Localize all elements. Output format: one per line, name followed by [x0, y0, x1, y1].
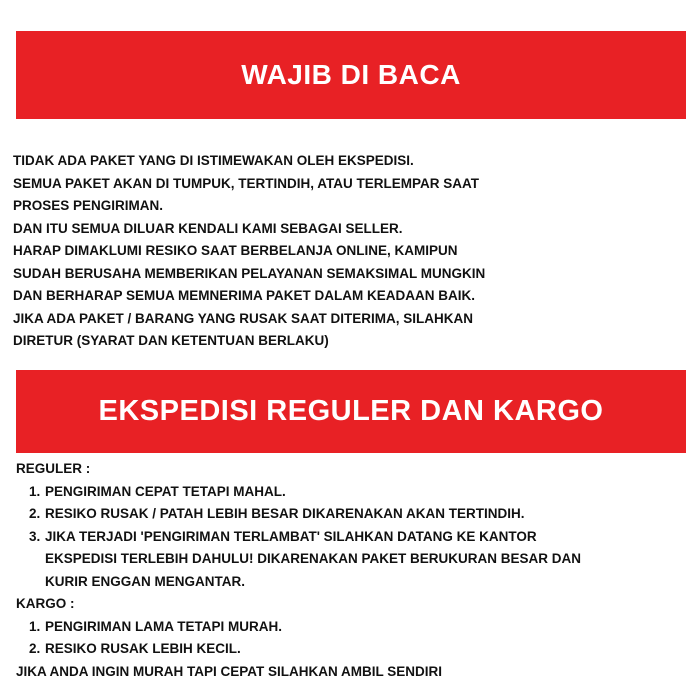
notice-line: DAN ITU SEMUA DILUAR KENDALI KAMI SEBAGAI SELLER. [13, 220, 403, 236]
notice-line: TIDAK ADA PAKET YANG DI ISTIMEWAKAN OLEH EKSPEDISI. [13, 153, 414, 168]
list-item [29, 503, 676, 526]
list-line: RESIKO RUSAK LEBIH KECIL. [45, 641, 241, 656]
banner-title: EKSPEDISI REGULER DAN KARGO [98, 395, 604, 427]
list-text [45, 616, 282, 639]
kargo-list [16, 616, 676, 661]
list-number: 1. [29, 483, 41, 499]
kargo-heading: KARGO : [16, 596, 75, 611]
list-text [45, 526, 581, 594]
list-line: PENGIRIMAN LAMA TETAPI MURAH. [45, 618, 282, 634]
notice-text-block [13, 150, 653, 353]
list-text [45, 481, 286, 504]
list-number: 1. [29, 618, 41, 634]
notice-line: DAN BERHARAP SEMUA MEMNERIMA PAKET DALAM KEADAAN BAIK. [13, 288, 475, 303]
list-number: 3. [29, 528, 41, 544]
reguler-list [16, 481, 676, 594]
notice-line: SEMUA PAKET AKAN DI TUMPUK, TERTINDIH, ATAU TERLEMPAR SAAT [13, 175, 479, 191]
footer-note: JIKA ANDA INGIN MURAH TAPI CEPAT SILAHKAN AMBIL SENDIRI [16, 663, 443, 679]
list-text [45, 638, 241, 661]
notice-line: SUDAH BERUSAHA MEMBERIKAN PELAYANAN SEMAKSIMAL MUNGKIN [13, 265, 486, 281]
list-line: EKSPEDISI TERLEBIH DAHULU! DIKARENAKAN PAKET BERUKURAN BESAR DAN [45, 551, 582, 566]
list-line: JIKA TERJADI 'PENGIRIMAN TERLAMBAT' SILAHKAN DATANG KE KANTOR [45, 528, 537, 544]
list-text [45, 503, 525, 526]
list-line: PENGIRIMAN CEPAT TETAPI MAHAL. [45, 483, 286, 499]
banner-wajib-di-baca [16, 31, 686, 119]
reguler-heading: REGULER : [16, 461, 91, 476]
list-line: KURIR ENGGAN MENGANTAR. [45, 573, 245, 589]
list-item [29, 616, 676, 639]
list-item [29, 481, 676, 504]
notice-line: PROSES PENGIRIMAN. [13, 198, 164, 213]
notice-line: HARAP DIMAKLUMI RESIKO SAAT BERBELANJA ONLINE, KAMIPUN [13, 243, 458, 258]
notice-line: DIRETUR (SYARAT DAN KETENTUAN BERLAKU) [13, 333, 329, 348]
list-item [29, 638, 676, 661]
banner-title: WAJIB DI BACA [241, 59, 461, 90]
list-item [29, 526, 676, 594]
notice-line: JIKA ADA PAKET / BARANG YANG RUSAK SAAT DITERIMA, SILAHKAN [13, 310, 474, 326]
list-number: 2. [29, 506, 41, 521]
banner-ekspedisi [16, 370, 686, 453]
list-number: 2. [29, 641, 41, 656]
shipping-info-block [16, 458, 676, 683]
list-line: RESIKO RUSAK / PATAH LEBIH BESAR DIKARENAKAN AKAN TERTINDIH. [45, 506, 525, 521]
